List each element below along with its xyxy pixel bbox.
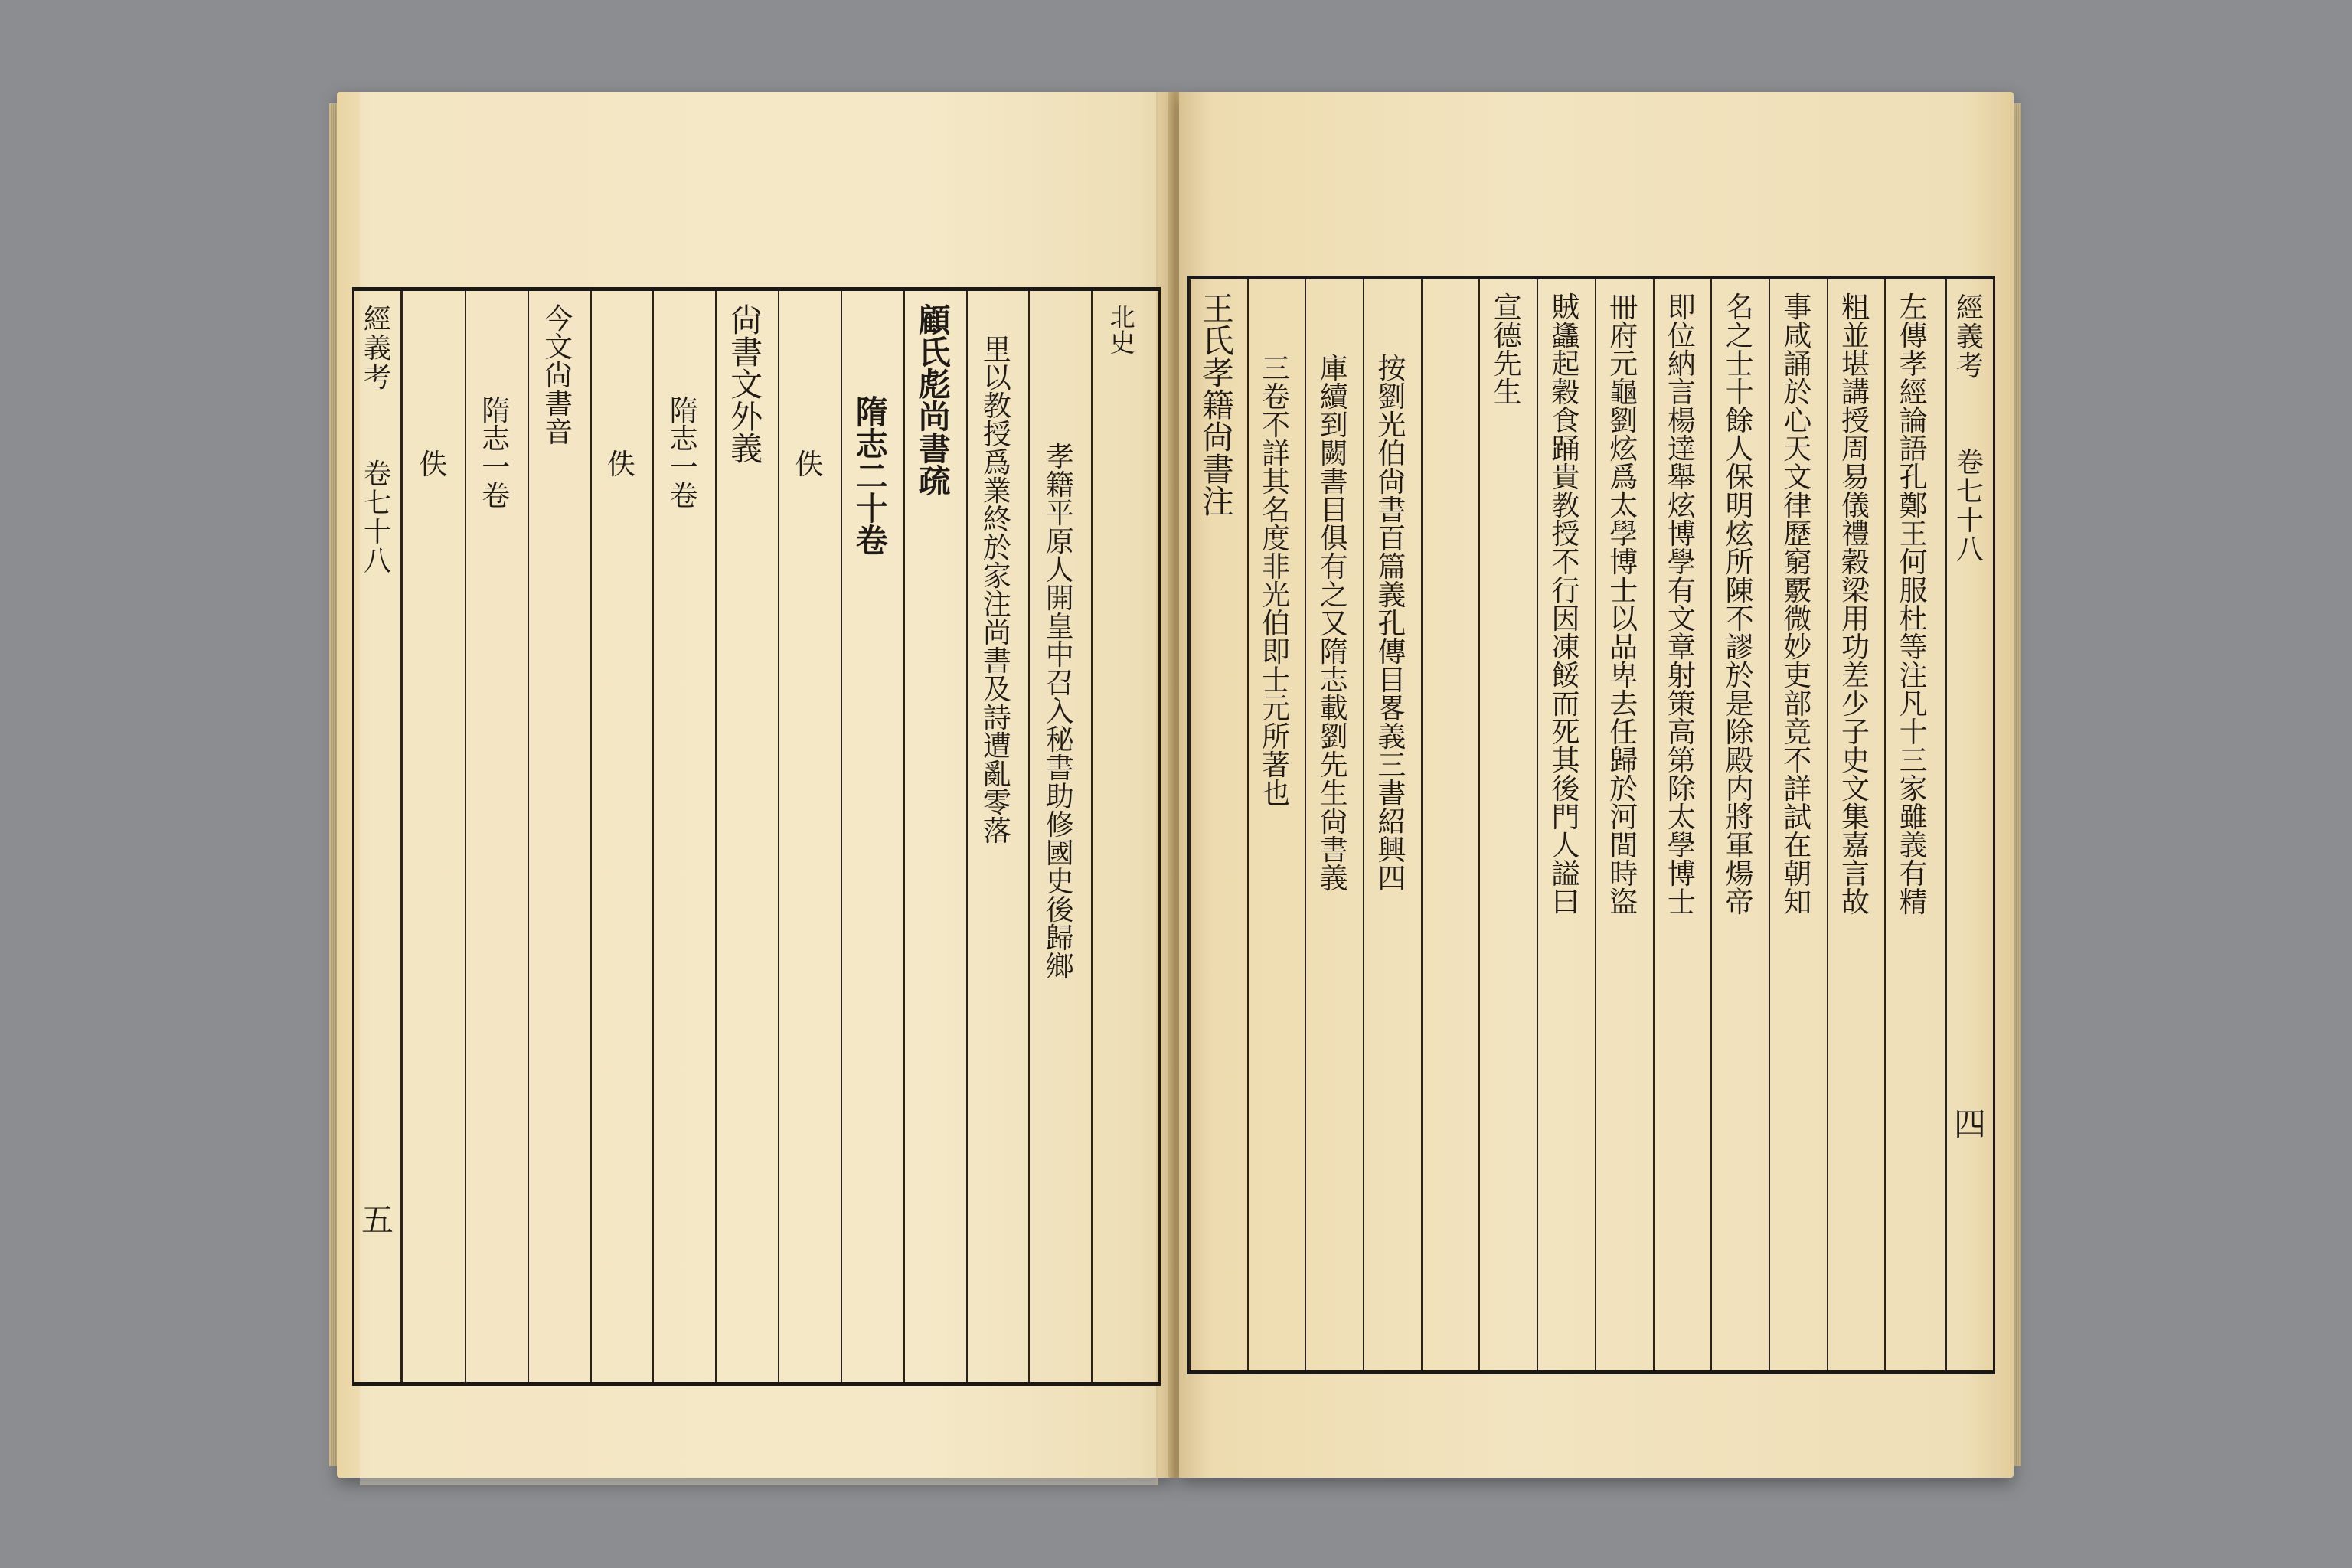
- right-column: [1710, 279, 1769, 1370]
- left-folio-number: 五: [361, 1201, 394, 1239]
- column-rule: [715, 291, 717, 1382]
- column-rule: [1769, 279, 1770, 1370]
- column-rule: [1884, 279, 1886, 1370]
- left-column: [715, 291, 778, 1382]
- column-rule: [590, 291, 592, 1382]
- column-rule: [1247, 279, 1249, 1370]
- column-rule: [1421, 279, 1423, 1370]
- left-print-frame: [352, 287, 1161, 1386]
- right-column: [1653, 279, 1711, 1370]
- right-column: [1827, 279, 1885, 1370]
- left-banxin: [354, 291, 403, 1382]
- left-column: [652, 291, 715, 1382]
- column-rule: [966, 291, 968, 1382]
- left-page: [337, 92, 1171, 1478]
- column-rule: [1653, 279, 1655, 1370]
- column-rule: [1595, 279, 1596, 1370]
- left-column-text: 北 史: [1109, 302, 1135, 358]
- left-banxin-title: 經 義 考 卷 七 十 八: [363, 304, 391, 577]
- right-column-text: 左 傳 孝 經 論 語 孔 鄭 王 何 服 杜 等 注 凡 十 三 家 雖 義 有 精: [1899, 291, 1928, 919]
- right-column: [1769, 279, 1827, 1370]
- column-rule: [1710, 279, 1712, 1370]
- right-column-text: 宣 德 先 生: [1493, 291, 1522, 409]
- left-column: [778, 291, 841, 1382]
- column-rule: [652, 291, 654, 1382]
- left-column: [841, 291, 903, 1382]
- right-print-frame: [1187, 276, 1995, 1374]
- right-column: [1421, 279, 1479, 1370]
- right-column: [1189, 279, 1247, 1370]
- right-column-text: 王 氏 孝 籍 尙 書 注: [1201, 290, 1234, 521]
- open-book: [337, 92, 2014, 1478]
- left-column-text: 孝 籍 平 原 人 開 皇 中 召 入 秘 書 助 修 國 史 後 歸 鄉: [1045, 440, 1074, 983]
- left-column: [590, 291, 653, 1382]
- right-column-text: 庫 續 到 闕 書 目 俱 有 之 又 隋 志 載 劉 先 生 尙 書 義: [1319, 352, 1348, 895]
- left-column: [903, 291, 966, 1382]
- left-column: [528, 291, 590, 1382]
- left-column-text: 隋 志 一 卷: [482, 394, 511, 512]
- right-column-text: 即 位 納 言 楊 達 舉 炫 博 學 有 文 章 射 策 高 第 除 太 學 博 士: [1667, 291, 1696, 919]
- right-column-text: 事 咸 誦 於 心 天 文 律 歷 窮 覈 微 妙 吏 部 竟 不 詳 試 在 朝 知: [1783, 291, 1812, 919]
- column-rule: [465, 291, 466, 1382]
- column-rule: [1305, 279, 1306, 1370]
- column-rule: [903, 291, 905, 1382]
- right-page: [1179, 92, 2014, 1478]
- right-column: [1305, 279, 1363, 1370]
- column-rule: [1091, 291, 1093, 1382]
- left-column-text: 佚: [419, 448, 448, 481]
- right-column: [1247, 279, 1305, 1370]
- column-rule: [1478, 279, 1480, 1370]
- right-column: [1595, 279, 1653, 1370]
- column-rule: [841, 291, 842, 1382]
- column-rule: [1189, 279, 1191, 1370]
- column-rule: [1537, 279, 1538, 1370]
- column-rule: [1363, 279, 1364, 1370]
- column-rule: [1827, 279, 1828, 1370]
- right-column-text: 粗 並 堪 講 授 周 易 儀 禮 穀 梁 用 功 差 少 子 史 文 集 嘉 言 故: [1841, 291, 1870, 919]
- left-column-text: 隋 志 二 十 卷: [855, 394, 888, 560]
- right-column: [1363, 279, 1421, 1370]
- left-column-text: 顧 氏 彪 尚 書 疏: [918, 302, 951, 500]
- right-folio-number: 四: [1953, 1106, 1986, 1143]
- right-column-text: 名 之 士 十 餘 人 保 明 炫 所 陳 不 謬 於 是 除 殿 内 將 軍 煬 帝: [1725, 291, 1754, 919]
- column-rule: [528, 291, 529, 1382]
- right-column-text: 按 劉 光 伯 尙 書 百 篇 義 孔 傳 目 畧 義 三 書 紹 興 四: [1377, 352, 1406, 895]
- left-column: [1091, 291, 1154, 1382]
- left-column-text: 隋 志 一 卷: [669, 394, 698, 512]
- left-column-text: 佚: [606, 448, 635, 481]
- right-banxin: [1945, 279, 1993, 1370]
- column-rule: [1028, 291, 1030, 1382]
- left-column: [966, 291, 1029, 1382]
- right-column-text: 賊 蠭 起 穀 食 踊 貴 教 授 不 行 因 凍 餒 而 死 其 後 門 人 謚 曰: [1551, 291, 1580, 919]
- right-column: [1884, 279, 1942, 1370]
- left-column-text: 里 以 教 授 爲 業 終 於 家 注 尚 書 及 詩 遭 亂 零 落: [982, 333, 1011, 848]
- column-rule: [402, 291, 403, 1382]
- right-column: [1537, 279, 1595, 1370]
- left-column-text: 佚: [795, 448, 824, 481]
- left-column: [402, 291, 465, 1382]
- column-rule: [778, 291, 779, 1382]
- left-column-text: 今 文 尙 書 音: [544, 302, 573, 449]
- right-column-text: 三 卷 不 詳 其 名 度 非 光 伯 即 士 元 所 著 也: [1262, 352, 1291, 810]
- right-column-text: 冊 府 元 龜 劉 炫 爲 太 學 博 士 以 品 卑 去 任 歸 於 河 間 時 盜: [1609, 291, 1638, 919]
- left-column: [465, 291, 528, 1382]
- right-column: [1478, 279, 1537, 1370]
- right-banxin-title: 經 義 考 卷 七 十 八: [1955, 292, 1984, 566]
- left-column: [1028, 291, 1091, 1382]
- left-column-text: 尙 書 文 外 義: [730, 302, 763, 468]
